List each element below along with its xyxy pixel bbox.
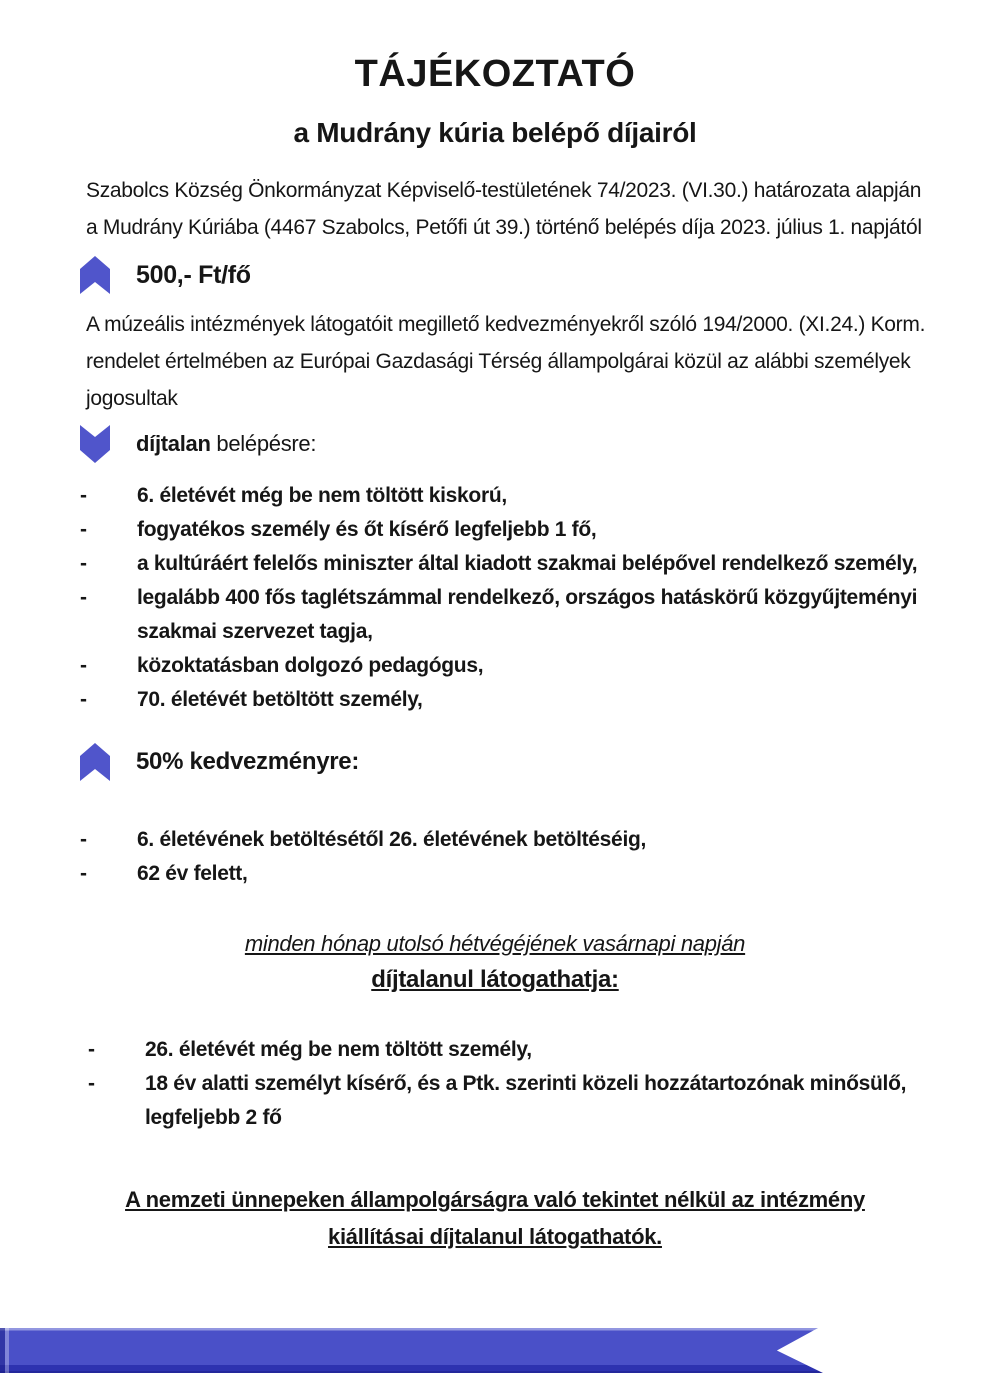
list-item bbox=[80, 649, 922, 683]
list-dash: - bbox=[80, 484, 87, 507]
chevron-up-icon bbox=[80, 256, 110, 294]
list-item-text: 70. életévét betöltött személy, bbox=[137, 688, 423, 711]
list-item-text: 18 év alatti személyt kísérő, és a Ptk. szerinti közeli hozzátartozónak minősülő, legfeljebb 2 fő bbox=[145, 1072, 907, 1129]
chevron-up-icon bbox=[80, 743, 110, 781]
list-item-text: 26. életévét még be nem töltött személy, bbox=[145, 1038, 532, 1061]
list-dash: - bbox=[80, 586, 87, 609]
list-item bbox=[80, 547, 922, 581]
ribbon-banner bbox=[0, 1328, 823, 1373]
free-entry-row bbox=[80, 425, 990, 463]
list-item bbox=[88, 1033, 930, 1067]
closing-statement bbox=[95, 1181, 895, 1255]
list-item-text: 6. életévét még be nem töltött kiskorú, bbox=[137, 484, 507, 507]
free-sunday-heading bbox=[0, 963, 990, 997]
list-item bbox=[80, 581, 922, 649]
price-label: 500,- Ft/fő bbox=[136, 260, 251, 289]
list-dash: - bbox=[88, 1038, 95, 1061]
list-item-text: fogyatékos személy és őt kísérő legfeljebb 1 fő, bbox=[137, 518, 597, 541]
list-dash: - bbox=[80, 518, 87, 541]
discount-label: 50% kedvezményre: bbox=[136, 748, 360, 775]
list-dash: - bbox=[88, 1072, 95, 1095]
list-dash: - bbox=[80, 862, 87, 885]
chevron-down-icon bbox=[80, 425, 110, 463]
free-sunday-heading-text: díjtalanul látogathatja: bbox=[371, 966, 619, 993]
list-item bbox=[88, 1067, 930, 1135]
list-item-text: közoktatásban dolgozó pedagógus, bbox=[137, 654, 484, 677]
free-sunday-note bbox=[0, 929, 990, 959]
list-item bbox=[80, 823, 922, 857]
list-item-text: legalább 400 fős taglétszámmal rendelkező, országos hatáskörű közgyűjteményi szakmai szervezet tagja, bbox=[137, 586, 918, 643]
free-entry-label bbox=[136, 431, 316, 457]
free-sunday-note-text: minden hónap utolsó hétvégéjének vasárnapi napján bbox=[244, 931, 746, 956]
list-item-text: a kultúráért felelős miniszter által kiadott szakmai belépővel rendelkező személy, bbox=[137, 552, 918, 575]
price-row bbox=[80, 256, 990, 294]
list-dash: - bbox=[80, 688, 87, 711]
free-entry-list bbox=[80, 479, 922, 717]
list-item bbox=[80, 683, 922, 717]
list-item-text: 62 év felett, bbox=[137, 862, 248, 885]
closing-statement-text: A nemzeti ünnepeken állampolgárságra való tekintet nélkül az intézmény kiállításai díjtalanul látogathatók. bbox=[125, 1187, 865, 1249]
discount-list bbox=[80, 823, 922, 891]
list-item-text: 6. életévének betöltésétől 26. életévének betöltéséig, bbox=[137, 828, 647, 851]
list-item bbox=[80, 479, 922, 513]
free-entry-label-rest: belépésre: bbox=[210, 431, 317, 456]
list-item bbox=[80, 513, 922, 547]
page-subtitle: a Mudrány kúria belépő díjairól bbox=[293, 117, 697, 148]
discount-row bbox=[80, 743, 990, 781]
page-title: TÁJÉKOZTATÓ bbox=[354, 53, 636, 95]
intro-paragraph: Szabolcs Község Önkormányzat Képviselő-testületének 74/2023. (VI.30.) határozata alapján a Mudrány Kúriába (4467 Szabolcs, Petőfi út 39.) történő belépés díja 2023. július 1. napjától bbox=[86, 179, 922, 239]
list-item bbox=[80, 857, 922, 891]
list-dash: - bbox=[80, 654, 87, 677]
list-dash: - bbox=[80, 552, 87, 575]
free-entry-label-bold: díjtalan bbox=[136, 431, 211, 456]
sunday-list bbox=[88, 1033, 930, 1135]
law-paragraph: A múzeális intézmények látogatóit megillető kedvezményekről szóló 194/2000. (XI.24.) Korm. rendelet értelmében az Európai Gazdasági Térség állampolgárai közül az alábbi személyek jogosultak bbox=[86, 313, 926, 410]
list-dash: - bbox=[80, 828, 87, 851]
